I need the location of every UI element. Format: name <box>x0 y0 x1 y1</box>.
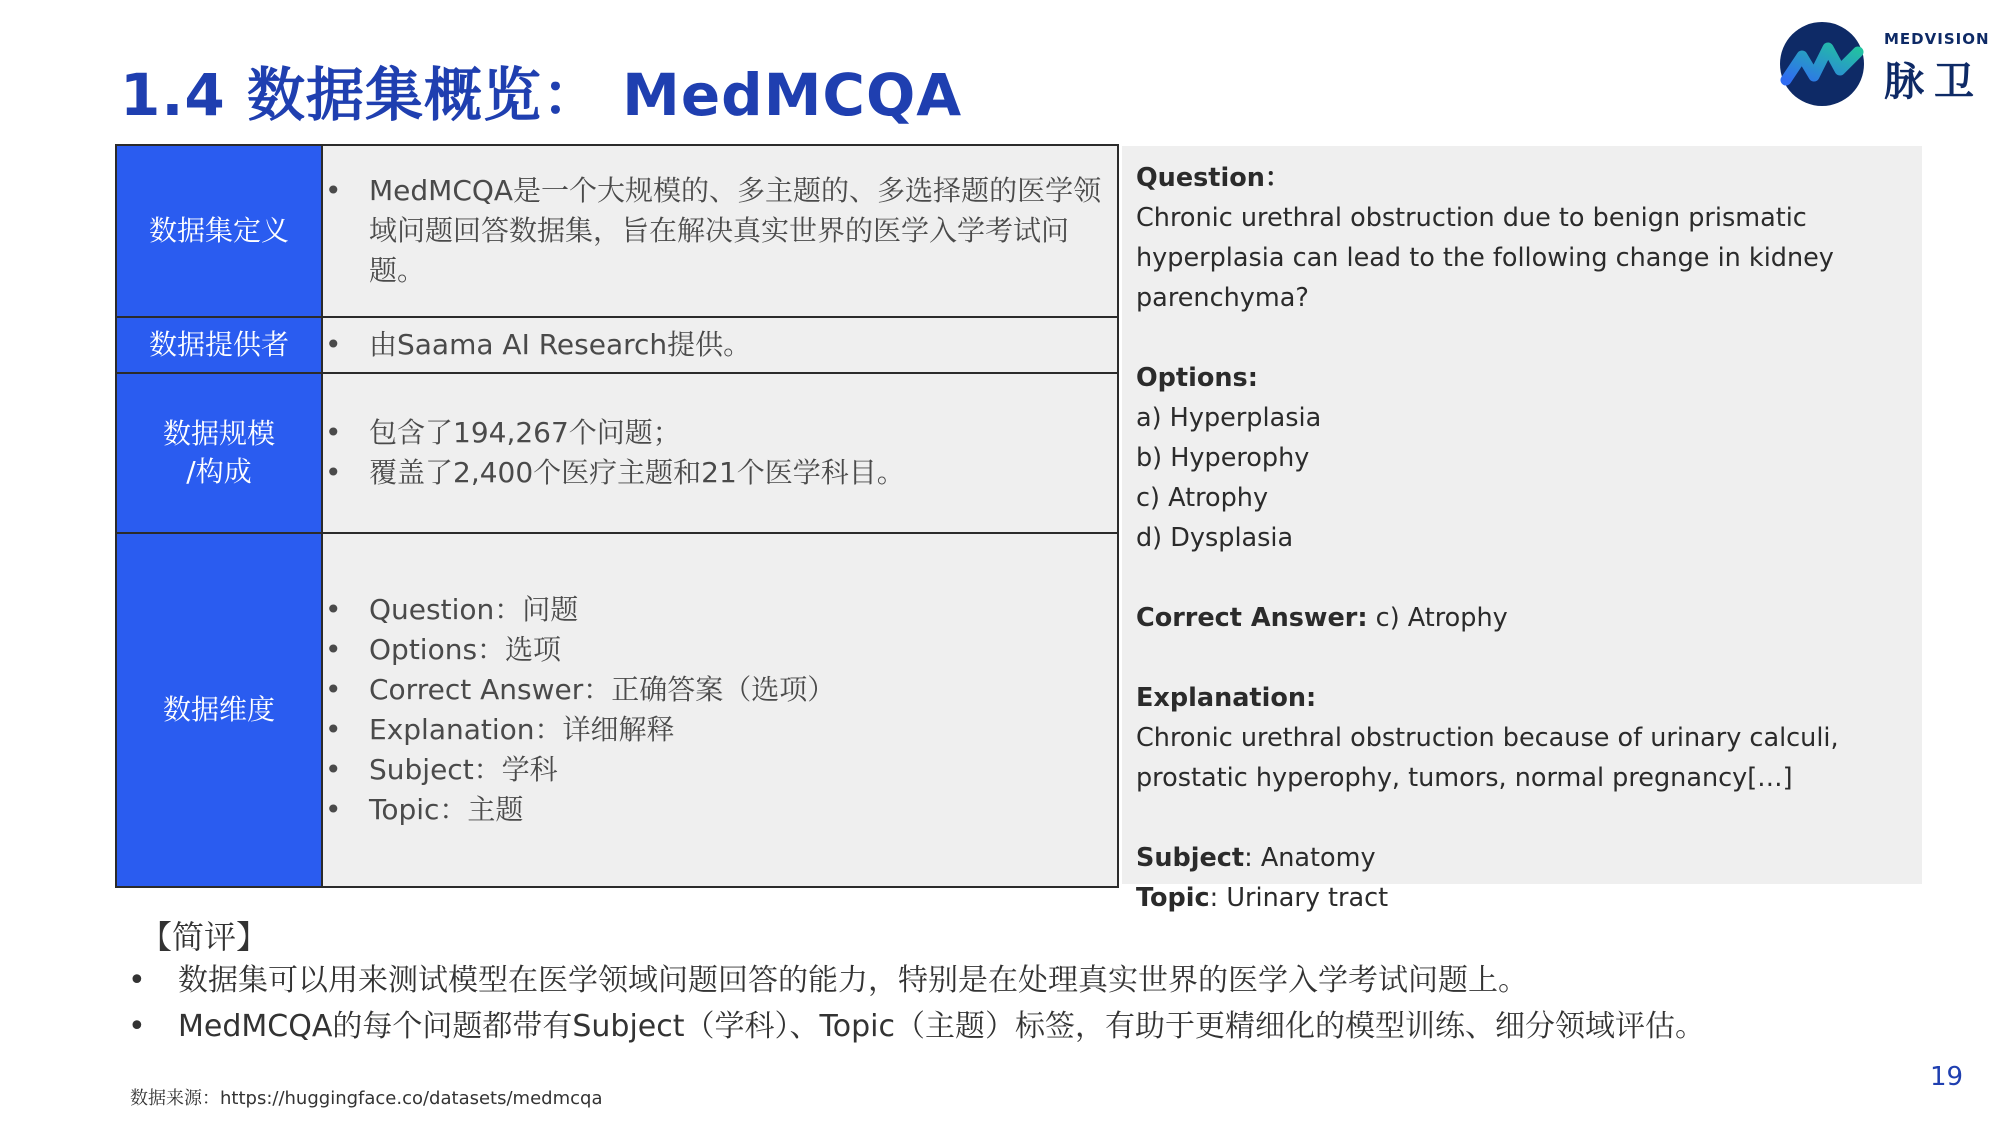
list-item: • Question：问题 <box>323 590 1117 630</box>
topic-label: Topic <box>1136 883 1210 913</box>
review-list <box>128 958 1705 1050</box>
list-item: • 覆盖了2,400个医疗主题和21个医学科目。 <box>323 453 1117 493</box>
row-label: 数据维度 <box>116 533 322 887</box>
page-title: 1.4 数据集概览： MedMCQA <box>120 61 963 129</box>
dataset-info-table <box>115 144 1119 888</box>
topic-value: : Urinary tract <box>1209 883 1389 913</box>
correct-answer <box>1136 598 1908 638</box>
option-item: d) Dysplasia <box>1136 523 1294 553</box>
row-label <box>116 373 322 533</box>
brand-logo <box>1780 20 1990 110</box>
row-content <box>322 533 1118 887</box>
review-item: • 数据集可以用来测试模型在医学领域问题回答的能力，特别是在处理真实世界的医学入学考试问题上。 <box>128 958 1705 1004</box>
table-row-scale <box>116 373 1118 533</box>
row-label: 数据集定义 <box>116 145 322 317</box>
row-label-line: 数据规模 <box>162 417 275 450</box>
option-item: c) Atrophy <box>1136 483 1269 513</box>
list-item: • Options：选项 <box>323 630 1117 670</box>
option-item: a) Hyperplasia <box>1136 403 1322 433</box>
answer-label: Correct Answer: <box>1136 603 1368 633</box>
topic-line <box>1136 878 1908 918</box>
list-item: • 包含了194,267个问题； <box>323 413 1117 453</box>
option-item: b) Hyperophy <box>1136 443 1310 473</box>
list-item: • Topic：主题 <box>323 790 1117 830</box>
list-item: • 由Saama AI Research提供。 <box>323 325 1117 365</box>
row-label: 数据提供者 <box>116 317 322 373</box>
subject-label: Subject <box>1136 843 1245 873</box>
logo-text-en: MEDVISION <box>1884 30 1990 48</box>
table-row-provider <box>116 317 1118 373</box>
row-content <box>322 317 1118 373</box>
example-panel <box>1122 146 1922 913</box>
list-item: • MedMCQA是一个大规模的、多主题的、多选择题的医学领域问题回答数据集，旨在解决真实世界的医学入学考试问题。 <box>323 171 1117 291</box>
row-label-line: /构成 <box>186 455 252 488</box>
answer-value: c) Atrophy <box>1367 603 1508 633</box>
logo-text-cn: 脉卫 <box>1884 59 1984 105</box>
explanation-text: Chronic urethral obstruction because of urinary calculi, prostatic hyperophy, tumors, normal pregnancy[…] <box>1136 723 1839 793</box>
subject-line <box>1136 838 1908 878</box>
options-label: Options: <box>1136 363 1258 393</box>
question-text: Chronic urethral obstruction due to benign prismatic hyperplasia can lead to the following change in kidney parenchyma? <box>1136 203 1834 313</box>
medvision-logo-icon <box>1780 22 1864 106</box>
table-row-definition <box>116 145 1118 317</box>
list-item: • Correct Answer：正确答案（选项） <box>323 670 1117 710</box>
review-item: • MedMCQA的每个问题都带有Subject（学科）、Topic（主题）标签，有助于更精细化的模型训练、细分领域评估。 <box>128 1004 1705 1050</box>
question-label: Question： <box>1136 163 1291 193</box>
explanation-label: Explanation: <box>1136 683 1317 713</box>
row-content <box>322 145 1118 317</box>
list-item: • Subject：学科 <box>323 750 1117 790</box>
subject-value: : Anatomy <box>1244 843 1376 873</box>
page-number: 19 <box>1930 1062 1964 1092</box>
table-row-dimensions <box>116 533 1118 887</box>
source-note: 数据来源：https://huggingface.co/datasets/medmcqa <box>130 1088 603 1109</box>
list-item: • Explanation：详细解释 <box>323 710 1117 750</box>
row-content <box>322 373 1118 533</box>
review-heading: 【简评】 <box>140 918 269 956</box>
